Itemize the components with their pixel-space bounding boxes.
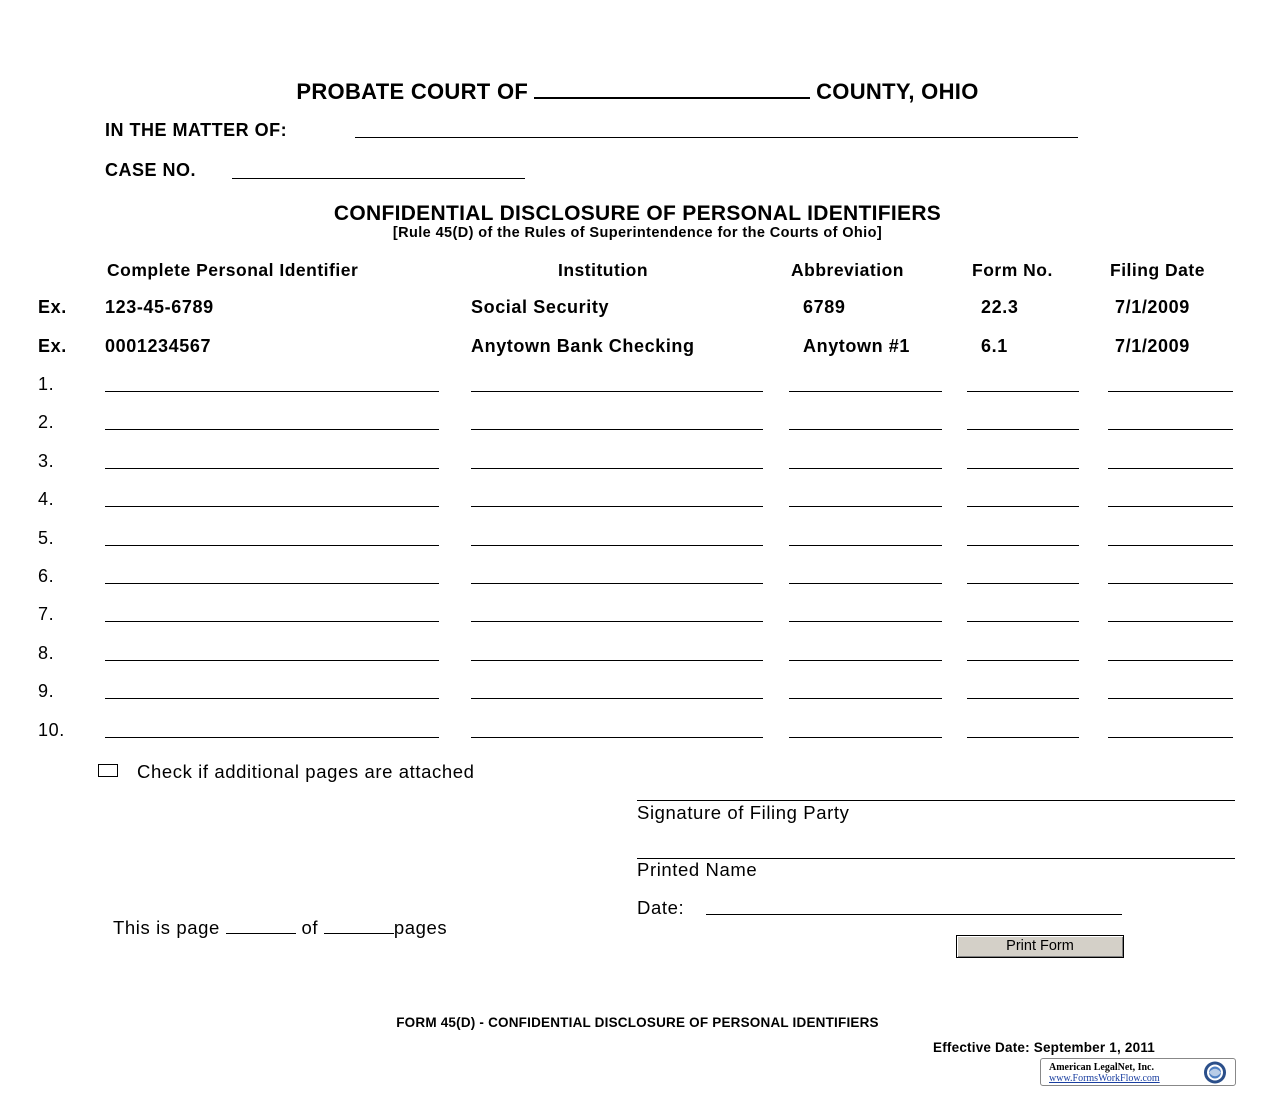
form-no-field[interactable] xyxy=(967,391,1079,392)
form-no-field[interactable] xyxy=(967,506,1079,507)
example-filing-date: 7/1/2009 xyxy=(1115,297,1190,317)
row-number: 1. xyxy=(38,374,55,394)
column-header-identifier: Complete Personal Identifier xyxy=(107,260,359,280)
identifier-field[interactable] xyxy=(105,429,439,430)
court-suffix: COUNTY, OHIO xyxy=(816,79,979,104)
institution-field[interactable] xyxy=(471,737,763,738)
filing-date-field[interactable] xyxy=(1108,506,1233,507)
additional-pages-label: Check if additional pages are attached xyxy=(137,761,475,782)
abbreviation-field[interactable] xyxy=(789,621,942,622)
county-field[interactable] xyxy=(534,77,810,99)
example-form-no: 6.1 xyxy=(981,336,1008,356)
abbreviation-field[interactable] xyxy=(789,468,942,469)
example-institution: Anytown Bank Checking xyxy=(471,336,695,356)
identifier-field[interactable] xyxy=(105,583,439,584)
globe-icon xyxy=(1197,1060,1233,1085)
print-form-button[interactable]: Print Form xyxy=(956,935,1124,958)
filing-date-field[interactable] xyxy=(1108,468,1233,469)
filing-date-field[interactable] xyxy=(1108,429,1233,430)
filing-date-field[interactable] xyxy=(1108,621,1233,622)
identifier-field[interactable] xyxy=(105,737,439,738)
case-number-field[interactable] xyxy=(232,178,525,179)
form-subtitle: [Rule 45(D) of the Rules of Superintendence for the Courts of Ohio] xyxy=(392,225,883,241)
filing-date-field[interactable] xyxy=(1108,583,1233,584)
row-number: 8. xyxy=(38,642,55,663)
page-prefix: This is page xyxy=(113,917,220,938)
page-count xyxy=(113,917,447,939)
filing-date-field[interactable] xyxy=(1108,698,1233,699)
column-header-institution: Institution xyxy=(558,260,649,280)
matter-label: IN THE MATTER OF: xyxy=(105,120,288,140)
example-label: Ex. xyxy=(38,297,67,317)
abbreviation-field[interactable] xyxy=(789,429,942,430)
abbreviation-field[interactable] xyxy=(789,583,942,584)
row-number: 4. xyxy=(38,489,55,510)
identifier-field[interactable] xyxy=(105,506,439,507)
institution-field[interactable] xyxy=(471,621,763,622)
abbreviation-field[interactable] xyxy=(789,698,942,699)
example-abbreviation: Anytown #1 xyxy=(803,336,911,356)
filing-date-field[interactable] xyxy=(1108,737,1233,738)
row-number: 2. xyxy=(38,412,55,433)
abbreviation-field[interactable] xyxy=(789,506,942,507)
date-label: Date: xyxy=(637,897,685,918)
row-number: 3. xyxy=(38,450,55,471)
institution-field[interactable] xyxy=(471,583,763,584)
column-header-abbreviation: Abbreviation xyxy=(791,260,904,280)
form-no-field[interactable] xyxy=(967,429,1079,430)
example-label: Ex. xyxy=(38,336,67,356)
identifier-field[interactable] xyxy=(105,391,439,392)
row-number: 5. xyxy=(38,527,55,548)
filing-date-field[interactable] xyxy=(1108,660,1233,661)
identifier-field[interactable] xyxy=(105,621,439,622)
institution-field[interactable] xyxy=(471,506,763,507)
institution-field[interactable] xyxy=(471,468,763,469)
column-header-filing-date: Filing Date xyxy=(1110,260,1205,280)
abbreviation-field[interactable] xyxy=(789,660,942,661)
form-no-field[interactable] xyxy=(967,698,1079,699)
footer-title: FORM 45(D) - CONFIDENTIAL DISCLOSURE OF PERSONAL IDENTIFIERS xyxy=(396,1015,879,1030)
logo-url[interactable]: www.FormsWorkFlow.com xyxy=(1049,1073,1160,1084)
row-number: 7. xyxy=(38,604,55,625)
abbreviation-field[interactable] xyxy=(789,391,942,392)
date-field[interactable] xyxy=(706,914,1122,915)
signature-field[interactable] xyxy=(637,800,1235,801)
effective-date: Effective Date: September 1, 2011 xyxy=(933,1040,1155,1055)
identifier-field[interactable] xyxy=(105,660,439,661)
form-no-field[interactable] xyxy=(967,583,1079,584)
logo-company: American LegalNet, Inc. xyxy=(1049,1062,1154,1073)
example-form-no: 22.3 xyxy=(981,297,1019,317)
form-no-field[interactable] xyxy=(967,468,1079,469)
institution-field[interactable] xyxy=(471,429,763,430)
filing-date-field[interactable] xyxy=(1108,545,1233,546)
identifier-field[interactable] xyxy=(105,468,439,469)
row-number: 6. xyxy=(38,566,55,586)
court-prefix: PROBATE COURT OF xyxy=(296,79,529,104)
institution-field[interactable] xyxy=(471,698,763,699)
vendor-logo[interactable] xyxy=(1040,1058,1236,1086)
signature-label: Signature of Filing Party xyxy=(637,802,850,823)
page-number-field[interactable] xyxy=(226,917,296,934)
page-suffix: pages xyxy=(393,917,448,938)
case-label: CASE NO. xyxy=(105,160,197,180)
example-filing-date: 7/1/2009 xyxy=(1115,336,1190,356)
institution-field[interactable] xyxy=(471,391,763,392)
institution-field[interactable] xyxy=(471,545,763,546)
abbreviation-field[interactable] xyxy=(789,737,942,738)
row-number: 10. xyxy=(38,719,65,740)
institution-field[interactable] xyxy=(471,660,763,661)
example-institution: Social Security xyxy=(471,297,610,317)
example-abbreviation: 6789 xyxy=(803,297,846,317)
column-header-form-no: Form No. xyxy=(972,260,1053,280)
form-title: CONFIDENTIAL DISCLOSURE OF PERSONAL IDENTIFIERS xyxy=(333,202,942,225)
identifier-field[interactable] xyxy=(105,698,439,699)
example-identifier: 0001234567 xyxy=(105,336,212,356)
matter-field[interactable] xyxy=(355,137,1078,138)
form-no-field[interactable] xyxy=(967,545,1079,546)
page-middle: of xyxy=(301,917,319,938)
filing-date-field[interactable] xyxy=(1108,391,1233,392)
form-no-field[interactable] xyxy=(967,621,1079,622)
additional-pages-checkbox[interactable] xyxy=(98,764,118,777)
printed-name-label: Printed Name xyxy=(637,859,758,880)
example-identifier: 123-45-6789 xyxy=(105,297,214,317)
form-no-field[interactable] xyxy=(967,660,1079,661)
identifier-field[interactable] xyxy=(105,545,439,546)
abbreviation-field[interactable] xyxy=(789,545,942,546)
form-no-field[interactable] xyxy=(967,737,1079,738)
total-pages-field[interactable] xyxy=(324,917,394,934)
row-number: 9. xyxy=(38,681,55,702)
court-heading xyxy=(0,77,1275,105)
